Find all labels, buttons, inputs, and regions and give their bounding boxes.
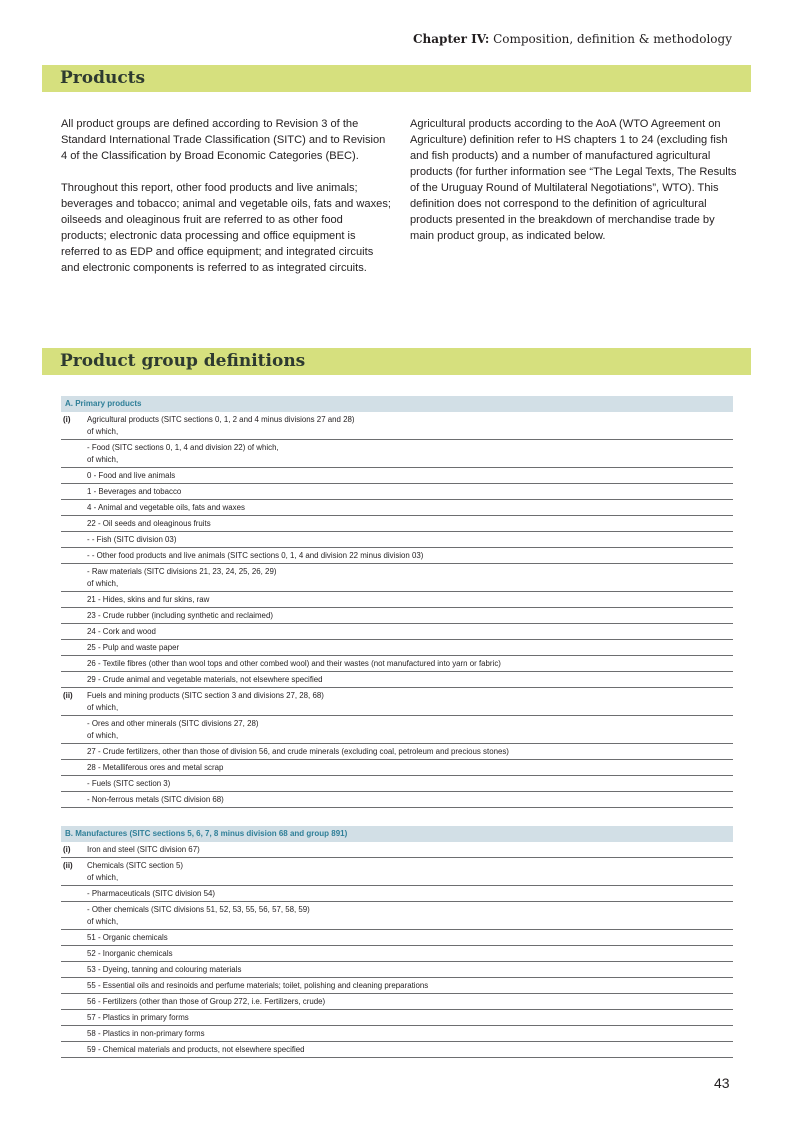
row-text — [87, 486, 733, 498]
table-row — [61, 902, 733, 930]
row-text — [87, 566, 733, 590]
row-line: 55 - Essential oils and resinoids and perfume materials; toilet, polishing and cleaning preparations — [87, 981, 429, 990]
row-line: 53 - Dyeing, tanning and colouring materials — [87, 965, 242, 974]
row-text — [87, 674, 733, 686]
row-number — [61, 594, 87, 606]
row-text — [87, 1012, 733, 1024]
row-line: 52 - Inorganic chemicals — [87, 949, 173, 958]
table-row — [61, 516, 733, 532]
table-row — [61, 886, 733, 902]
table-row — [61, 792, 733, 808]
row-line: of which, — [87, 703, 119, 712]
row-number — [61, 642, 87, 654]
row-text — [87, 746, 733, 758]
row-line: - Raw materials (SITC divisions 21, 23, 24, 25, 26, 29) — [87, 567, 277, 576]
row-line: of which, — [87, 731, 119, 740]
row-number — [61, 888, 87, 900]
row-number — [61, 746, 87, 758]
products-heading: Products — [60, 68, 146, 88]
page-number: 43 — [714, 1075, 730, 1091]
row-text — [87, 1044, 733, 1056]
paragraph: All product groups are defined according to Revision 3 of the Standard International Trade Classification (SITC) and to Revision 4 of the Classification by Broad Economic Categories (BEC). — [61, 118, 386, 162]
table-row — [61, 760, 733, 776]
row-text — [87, 414, 733, 438]
primary-products-table — [61, 396, 733, 808]
row-line: - Pharmaceuticals (SITC division 54) — [87, 889, 216, 898]
row-number — [61, 932, 87, 944]
row-line: 24 - Cork and wood — [87, 627, 156, 636]
table-row — [61, 978, 733, 994]
row-number — [61, 442, 87, 466]
running-head — [413, 32, 732, 46]
table-row — [61, 640, 733, 656]
row-number: (ii) — [63, 861, 73, 870]
row-number — [61, 964, 87, 976]
row-text — [87, 658, 733, 670]
row-text — [87, 762, 733, 774]
table-row — [61, 1026, 733, 1042]
row-line: - Non-ferrous metals (SITC division 68) — [87, 795, 224, 804]
row-line: Agricultural products (SITC sections 0, 1, 2 and 4 minus divisions 27 and 28) — [87, 415, 355, 424]
row-number — [61, 518, 87, 530]
row-line: 21 - Hides, skins and fur skins, raw — [87, 595, 210, 604]
table-row — [61, 468, 733, 484]
table-row — [61, 1010, 733, 1026]
table-row — [61, 656, 733, 672]
table-row — [61, 930, 733, 946]
manufactures-table — [61, 826, 733, 1058]
row-text — [87, 980, 733, 992]
paragraph: Throughout this report, other food products and live animals; beverages and tobacco; animal and vegetable oils, fats and waxes; oilseeds and oleaginous fruit are referred to as other food products; electronic data processing and office equipment is referred to as EDP and office equipment; and integrated circuits and electronic components is referred to as integrated circuits. — [61, 182, 391, 274]
table-row — [61, 564, 733, 592]
primary-products-heading: A. Primary products — [61, 396, 733, 412]
row-text — [87, 904, 733, 928]
row-number — [61, 1028, 87, 1040]
row-number — [61, 658, 87, 670]
table-row — [61, 962, 733, 978]
row-number — [61, 762, 87, 774]
row-line: 58 - Plastics in non-primary forms — [87, 1029, 205, 1038]
row-line: - Other chemicals (SITC divisions 51, 52, 53, 55, 56, 57, 58, 59) — [87, 905, 310, 914]
row-line: 56 - Fertilizers (other than those of Group 272, i.e. Fertilizers, crude) — [87, 997, 326, 1006]
row-line: 25 - Pulp and waste paper — [87, 643, 180, 652]
row-line: Iron and steel (SITC division 67) — [87, 845, 200, 854]
row-text — [87, 610, 733, 622]
row-text — [87, 502, 733, 514]
definitions-section-band — [42, 348, 751, 375]
row-number — [61, 1044, 87, 1056]
table-row — [61, 484, 733, 500]
row-text — [87, 996, 733, 1008]
primary-products-rows — [61, 412, 733, 808]
row-text — [87, 932, 733, 944]
row-line: 27 - Crude fertilizers, other than those of division 56, and crude minerals (excluding coal, petroleum and precious stones) — [87, 747, 509, 756]
row-number: (ii) — [63, 691, 73, 700]
row-number: (i) — [63, 845, 71, 854]
table-row — [61, 624, 733, 640]
row-number — [61, 904, 87, 928]
row-number — [61, 948, 87, 960]
row-line: - Ores and other minerals (SITC divisions 27, 28) — [87, 719, 259, 728]
row-line: - Food (SITC sections 0, 1, 4 and division 22) of which, — [87, 443, 279, 452]
row-line: - Fuels (SITC section 3) — [87, 779, 171, 788]
row-line: 26 - Textile fibres (other than wool tops and other combed wool) and their wastes (not manufactured into yarn or fabric) — [87, 659, 501, 668]
chapter-title: Composition, definition & methodology — [493, 32, 732, 46]
row-number — [61, 550, 87, 562]
row-number — [61, 502, 87, 514]
table-row — [61, 776, 733, 792]
table-row — [61, 608, 733, 624]
row-line: 4 - Animal and vegetable oils, fats and waxes — [87, 503, 245, 512]
row-text — [87, 470, 733, 482]
row-number — [61, 980, 87, 992]
row-line: Chemicals (SITC section 5) — [87, 861, 184, 870]
row-text — [87, 594, 733, 606]
row-text — [87, 1028, 733, 1040]
table-row — [61, 688, 733, 716]
products-section-band — [42, 65, 751, 92]
manufactures-rows — [61, 842, 733, 1058]
table-row — [61, 994, 733, 1010]
row-number — [61, 996, 87, 1008]
row-line: 57 - Plastics in primary forms — [87, 1013, 189, 1022]
paragraph: Agricultural products according to the AoA (WTO Agreement on Agriculture) definition refer to HS chapters 1 to 24 (excluding fish and fish products) and a number of manufactured agricultural products (for further information see “The Legal Texts, The Results of the Uruguay Round of Multilateral Negotiations”, WTO). This definition does not correspond to the definition of agricultural products presented in the breakdown of merchandise trade by main product group, as indicated below. — [410, 118, 737, 242]
row-line: 51 - Organic chemicals — [87, 933, 168, 942]
row-line: of which, — [87, 873, 119, 882]
row-line: Fuels and mining products (SITC section 3 and divisions 27, 28, 68) — [87, 691, 324, 700]
products-left-column — [61, 116, 391, 292]
table-row — [61, 716, 733, 744]
row-line: of which, — [87, 427, 119, 436]
definitions-heading: Product group definitions — [60, 351, 306, 371]
row-line: 0 - Food and live animals — [87, 471, 176, 480]
table-row — [61, 500, 733, 516]
row-line: 22 - Oil seeds and oleaginous fruits — [87, 519, 211, 528]
row-text — [87, 550, 733, 562]
row-text — [87, 626, 733, 638]
row-number — [61, 794, 87, 806]
table-row — [61, 672, 733, 688]
row-line: - - Other food products and live animals (SITC sections 0, 1, 4 and division 22 minus division 03) — [87, 551, 424, 560]
row-number — [61, 566, 87, 590]
table-row — [61, 946, 733, 962]
table-row — [61, 842, 733, 858]
row-line: - - Fish (SITC division 03) — [87, 535, 177, 544]
row-text — [87, 690, 733, 714]
table-row — [61, 532, 733, 548]
row-line: 23 - Crude rubber (including synthetic and reclaimed) — [87, 611, 273, 620]
row-text — [87, 794, 733, 806]
row-text — [87, 948, 733, 960]
row-line: of which, — [87, 917, 119, 926]
row-line: 28 - Metalliferous ores and metal scrap — [87, 763, 224, 772]
table-row — [61, 592, 733, 608]
table-row — [61, 858, 733, 886]
row-text — [87, 534, 733, 546]
row-text — [87, 964, 733, 976]
row-number: (i) — [63, 415, 71, 424]
products-right-column — [410, 116, 740, 260]
row-text — [87, 888, 733, 900]
table-row — [61, 548, 733, 564]
table-row — [61, 744, 733, 760]
row-text — [87, 718, 733, 742]
row-number — [61, 610, 87, 622]
row-text — [87, 442, 733, 466]
row-number — [61, 778, 87, 790]
row-line: 1 - Beverages and tobacco — [87, 487, 182, 496]
row-line: of which, — [87, 579, 119, 588]
row-number — [61, 486, 87, 498]
row-line: 59 - Chemical materials and products, not elsewhere specified — [87, 1045, 305, 1054]
row-number — [61, 718, 87, 742]
row-text — [87, 778, 733, 790]
row-text — [87, 642, 733, 654]
row-text — [87, 518, 733, 530]
row-number — [61, 1012, 87, 1024]
chapter-label: Chapter IV: — [413, 32, 490, 46]
row-number — [61, 674, 87, 686]
row-line: of which, — [87, 455, 119, 464]
row-number — [61, 626, 87, 638]
row-text — [87, 844, 733, 856]
row-line: 29 - Crude animal and vegetable materials, not elsewhere specified — [87, 675, 323, 684]
row-number — [61, 470, 87, 482]
table-row — [61, 412, 733, 440]
table-row — [61, 1042, 733, 1058]
row-number — [61, 534, 87, 546]
manufactures-heading: B. Manufactures (SITC sections 5, 6, 7, 8 minus division 68 and group 891) — [61, 826, 733, 842]
row-text — [87, 860, 733, 884]
table-row — [61, 440, 733, 468]
